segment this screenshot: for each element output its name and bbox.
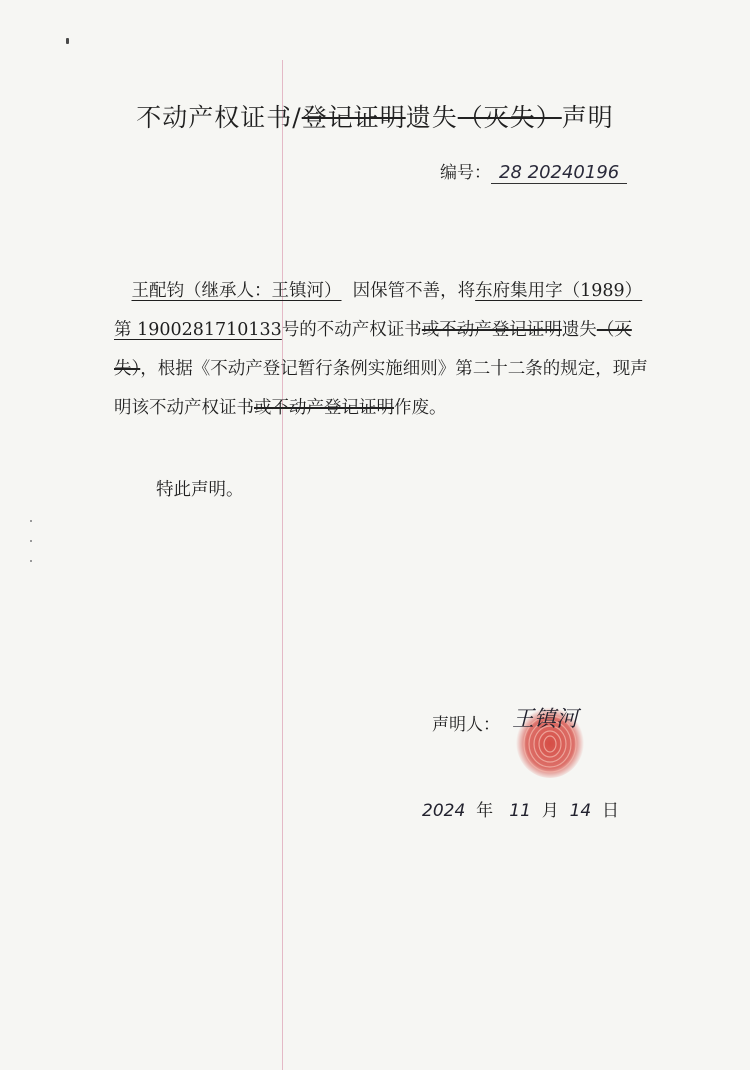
title-part-struck-destroyed: （灭失） [457, 103, 562, 132]
reason-text: 因保管不善，将 [352, 281, 476, 301]
date-month: 11 [509, 801, 531, 821]
after-id-text: 号的不动产权证书 [281, 320, 422, 340]
title-part-certificate: 不动产权证书/ [136, 103, 302, 132]
lost-text: 遗失 [561, 320, 597, 340]
declarant-signature: 王镇河 [512, 707, 579, 732]
date-day-unit: 日 [602, 801, 620, 821]
title-part-lost: 遗失 [405, 103, 458, 132]
legal-basis-text: ，根据《不动产登记暂行条例实施细则》第二十二条的规定，现声明该不动产权证书 [114, 359, 648, 418]
date-day: 14 [569, 801, 592, 821]
owner-name: 王配钧（继承人：王镇河） [131, 281, 342, 301]
certificate-id: 东府集用字（1989）第 1900281710133 [114, 281, 643, 340]
declaration-paragraph [114, 272, 648, 428]
scan-mark [66, 38, 69, 44]
date-year: 2024 [422, 801, 466, 821]
title-part-struck-registration: 登记证明 [301, 103, 406, 132]
declaration-body [114, 272, 648, 428]
date-year-unit: 年 [476, 801, 494, 821]
declaration-date [422, 796, 619, 821]
title-part-declaration: 声明 [561, 103, 614, 132]
struck-registration-2: 或不动产登记证明 [254, 398, 394, 418]
serial-value-handwritten: 28 20240196 [491, 163, 627, 184]
margin-rule-line [282, 60, 283, 1070]
serial-label: 编号： [440, 163, 491, 183]
ending-text: 作废。 [394, 398, 447, 418]
serial-number [440, 158, 627, 184]
date-month-unit: 月 [541, 801, 559, 821]
declarant-label: 声明人： [432, 715, 500, 735]
struck-registration-1: 或不动产登记证明 [421, 320, 562, 340]
struck-destroyed: （灭失） [114, 320, 632, 379]
document-title [0, 98, 750, 134]
closing-text: 特此声明。 [156, 480, 244, 500]
